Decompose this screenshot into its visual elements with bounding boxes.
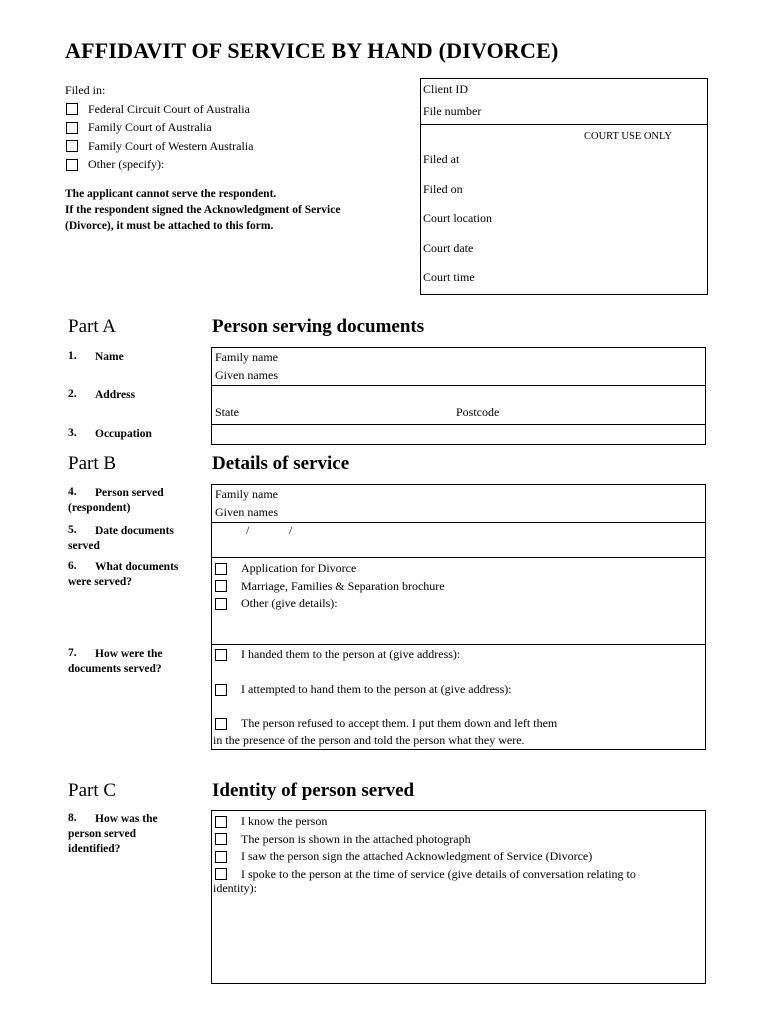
q3-label: Occupation xyxy=(95,428,152,440)
checkbox[interactable] xyxy=(66,103,78,115)
checkbox[interactable] xyxy=(215,598,227,610)
filed-at-label: Filed at xyxy=(423,152,460,166)
documents-served-options xyxy=(215,560,445,613)
q1-label: Name xyxy=(95,351,124,363)
served-family-name-field[interactable]: Family name xyxy=(215,487,278,501)
q7-label: How were the xyxy=(95,648,163,660)
court-use-only-label: COURT USE ONLY xyxy=(584,131,672,142)
notice: The applicant cannot serve the respondent. If the respondent signed the Acknowledgment of Service (Divorce), it must be attached to this form. xyxy=(65,188,341,232)
filed-in-option[interactable]: Family Court of Western Australia xyxy=(66,137,253,156)
filed-in-option[interactable]: Family Court of Australia xyxy=(66,119,253,138)
q4-label: Person served xyxy=(95,487,164,499)
filed-in-option[interactable]: Federal Circuit Court of Australia xyxy=(66,100,253,119)
checkbox[interactable] xyxy=(66,140,78,152)
family-name-field[interactable]: Family name xyxy=(215,350,278,364)
form-title: AFFIDAVIT OF SERVICE BY HAND (DIVORCE) xyxy=(65,38,559,63)
part-a-title: Person serving documents xyxy=(212,316,425,337)
checkbox[interactable] xyxy=(215,816,227,828)
q2-label: Address xyxy=(95,389,136,401)
method-attempted[interactable]: I attempted to hand them to the person at (give address): xyxy=(215,682,512,697)
part-b-title: Details of service xyxy=(212,453,350,474)
checkbox[interactable] xyxy=(215,563,227,575)
postcode-field[interactable]: Postcode xyxy=(456,405,500,419)
document-option[interactable]: Marriage, Families & Separation brochure xyxy=(215,578,445,596)
identification-option[interactable]: I spoke to the person at the time of service (give details of conversation relating to xyxy=(215,866,636,884)
document-option[interactable]: Application for Divorce xyxy=(215,560,445,578)
q8-label: How was the xyxy=(95,813,158,825)
filed-in-options xyxy=(66,100,253,174)
state-field[interactable]: State xyxy=(215,405,239,419)
part-c-label: Part C xyxy=(68,780,117,801)
occupation-field[interactable] xyxy=(212,425,705,444)
checkbox[interactable] xyxy=(215,649,227,661)
court-date-label: Court date xyxy=(423,241,474,255)
identification-option[interactable]: I saw the person sign the attached Acknowledgment of Service (Divorce) xyxy=(215,848,636,866)
date-served-field[interactable] xyxy=(212,523,705,556)
q6-label: What documents xyxy=(95,561,179,573)
court-time-label: Court time xyxy=(423,270,475,284)
checkbox[interactable] xyxy=(215,833,227,845)
filed-on-label: Filed on xyxy=(423,182,463,196)
checkbox[interactable] xyxy=(66,122,78,134)
checkbox[interactable] xyxy=(215,718,227,730)
client-id-field[interactable]: Client ID xyxy=(423,82,468,96)
identification-option[interactable]: The person is shown in the attached photograph xyxy=(215,831,636,849)
checkbox[interactable] xyxy=(215,684,227,696)
filed-in-label: Filed in: xyxy=(65,83,106,97)
filed-in-option[interactable]: Other (specify): xyxy=(66,156,253,175)
conversation-details-field[interactable] xyxy=(212,900,705,983)
part-b-label: Part B xyxy=(68,453,117,474)
q5-label: Date documents xyxy=(95,525,174,537)
identification-options xyxy=(215,813,636,883)
part-a-label: Part A xyxy=(68,316,117,337)
method-handed[interactable]: I handed them to the person at (give address): xyxy=(215,647,460,662)
given-names-field[interactable]: Given names xyxy=(215,368,278,382)
document-option[interactable]: Other (give details): xyxy=(215,595,445,613)
checkbox[interactable] xyxy=(215,851,227,863)
served-given-names-field[interactable]: Given names xyxy=(215,505,278,519)
court-location-label: Court location xyxy=(423,211,492,225)
file-number-field[interactable]: File number xyxy=(423,104,482,118)
checkbox[interactable] xyxy=(215,868,227,880)
checkbox[interactable] xyxy=(66,159,78,171)
checkbox[interactable] xyxy=(215,580,227,592)
identification-option[interactable]: I know the person xyxy=(215,813,636,831)
part-c-title: Identity of person served xyxy=(212,780,415,801)
method-refused[interactable]: The person refused to accept them. I put them down and left them xyxy=(215,716,557,731)
